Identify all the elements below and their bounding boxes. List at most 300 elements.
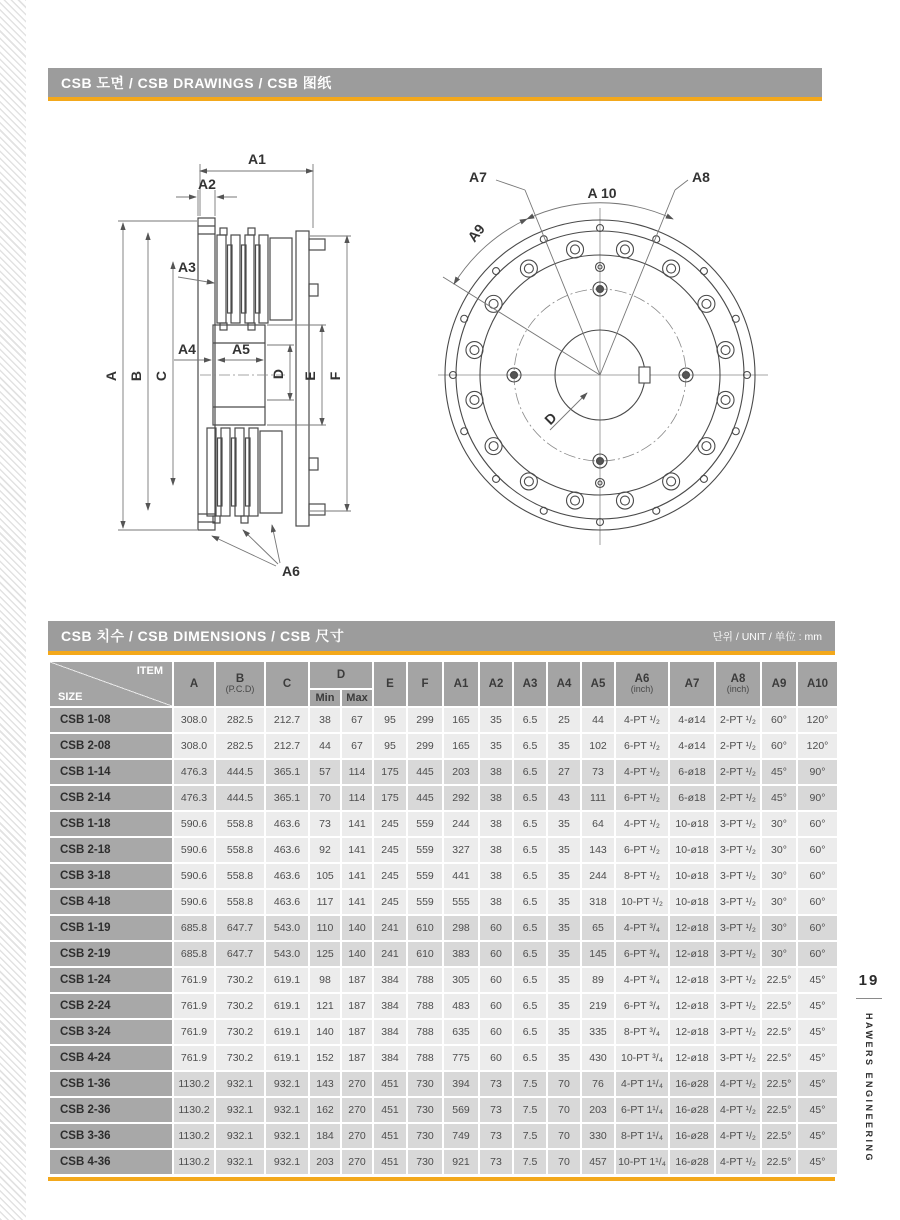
- table-cell: 60°: [798, 890, 837, 914]
- table-cell: 165: [444, 708, 478, 732]
- table-cell: 35: [548, 942, 580, 966]
- table-cell: 141: [342, 812, 372, 836]
- table-cell: 308.0: [174, 734, 214, 758]
- table-cell: 384: [374, 994, 406, 1018]
- table-cell: 932.1: [266, 1072, 308, 1096]
- table-cell: 60°: [798, 864, 837, 888]
- table-cell: 590.6: [174, 864, 214, 888]
- dim-label-f: F: [327, 371, 343, 381]
- table-row: [50, 1124, 837, 1148]
- table-cell: 6.5: [514, 786, 546, 810]
- drawings-section-bar: [48, 68, 822, 101]
- table-cell: 6.5: [514, 734, 546, 758]
- dim-label-a1: A1: [248, 151, 266, 167]
- table-cell: 203: [310, 1150, 340, 1174]
- table-cell: 114: [342, 760, 372, 784]
- row-label-csb-2-24: CSB 2-24: [50, 994, 172, 1018]
- table-cell: 590.6: [174, 812, 214, 836]
- table-cell: 35: [548, 864, 580, 888]
- table-cell: 175: [374, 786, 406, 810]
- col-header-sublabel: (inch): [630, 684, 654, 695]
- table-cell: 761.9: [174, 1020, 214, 1044]
- table-bottom-accent-rule: [48, 1177, 835, 1181]
- table-cell: 318: [582, 890, 614, 914]
- table-cell: 7.5: [514, 1098, 546, 1122]
- table-cell: 110: [310, 916, 340, 940]
- table-cell: 38: [480, 812, 512, 836]
- table-cell: 152: [310, 1046, 340, 1070]
- table-cell: 89: [582, 968, 614, 992]
- table-cell: 6-PT ¹/₂: [616, 734, 668, 758]
- table-cell: 635: [444, 1020, 478, 1044]
- table-cell: 35: [548, 838, 580, 862]
- corner-item-label: ITEM: [136, 665, 163, 677]
- table-cell: 761.9: [174, 994, 214, 1018]
- table-cell: 45°: [798, 1150, 837, 1174]
- table-cell: 10-ø18: [670, 838, 714, 862]
- table-cell: 430: [582, 1046, 614, 1070]
- table-cell: 4-PT ¹/₂: [716, 1150, 760, 1174]
- table-cell: 60: [480, 942, 512, 966]
- table-cell: 555: [444, 890, 478, 914]
- table-cell: 921: [444, 1150, 478, 1174]
- table-cell: 761.9: [174, 968, 214, 992]
- table-cell: 64: [582, 812, 614, 836]
- table-cell: 35: [548, 1046, 580, 1070]
- table-cell: 2-PT ¹/₂: [716, 708, 760, 732]
- table-cell: 8-PT 1¹/₄: [616, 1124, 668, 1148]
- table-cell: 245: [374, 838, 406, 862]
- table-cell: 8-PT ³/₄: [616, 1020, 668, 1044]
- table-cell: 476.3: [174, 786, 214, 810]
- table-cell: 647.7: [216, 942, 264, 966]
- row-label-csb-4-24: CSB 4-24: [50, 1046, 172, 1070]
- table-row: [50, 760, 837, 784]
- table-cell: 6.5: [514, 1046, 546, 1070]
- table-cell: 44: [310, 734, 340, 758]
- table-cell: 22.5°: [762, 968, 796, 992]
- table-cell: 270: [342, 1124, 372, 1148]
- table-cell: 463.6: [266, 864, 308, 888]
- table-cell: 30°: [762, 812, 796, 836]
- table-cell: 3-PT ¹/₂: [716, 942, 760, 966]
- table-cell: 120°: [798, 734, 837, 758]
- table-cell: 6.5: [514, 916, 546, 940]
- lower-disc-stack: [207, 428, 282, 523]
- row-label-csb-1-24: CSB 1-24: [50, 968, 172, 992]
- table-cell: 38: [480, 890, 512, 914]
- table-cell: 619.1: [266, 994, 308, 1018]
- table-cell: 3-PT ¹/₂: [716, 890, 760, 914]
- table-row: [50, 942, 837, 966]
- row-label-csb-1-36: CSB 1-36: [50, 1072, 172, 1096]
- table-cell: 60°: [762, 708, 796, 732]
- table-cell: 38: [310, 708, 340, 732]
- table-cell: 203: [582, 1098, 614, 1122]
- table-cell: 60: [480, 916, 512, 940]
- table-cell: 60°: [762, 734, 796, 758]
- table-cell: 305: [444, 968, 478, 992]
- table-cell: 22.5°: [762, 1124, 796, 1148]
- table-cell: 102: [582, 734, 614, 758]
- table-cell: 12-ø18: [670, 916, 714, 940]
- table-cell: 559: [408, 864, 442, 888]
- table-cell: 22.5°: [762, 1072, 796, 1096]
- table-cell: 4-PT ¹/₂: [616, 760, 668, 784]
- table-cell: 543.0: [266, 916, 308, 940]
- row-label-csb-4-18: CSB 4-18: [50, 890, 172, 914]
- table-cell: 451: [374, 1098, 406, 1122]
- table-cell: 16-ø28: [670, 1124, 714, 1148]
- table-cell: 730: [408, 1150, 442, 1174]
- col-header-f: [408, 662, 442, 706]
- table-cell: 22.5°: [762, 1098, 796, 1122]
- table-cell: 335: [582, 1020, 614, 1044]
- table-cell: 73: [480, 1072, 512, 1096]
- table-cell: 932.1: [216, 1098, 264, 1122]
- table-cell: 45°: [798, 1020, 837, 1044]
- col-header-d-max: Max: [342, 690, 372, 706]
- table-cell: 2-PT ¹/₂: [716, 786, 760, 810]
- table-cell: 70: [548, 1124, 580, 1148]
- table-cell: 2-PT ¹/₂: [716, 760, 760, 784]
- table-cell: 60°: [798, 942, 837, 966]
- dim-label-a4: A4: [178, 341, 196, 357]
- table-cell: 114: [342, 786, 372, 810]
- table-cell: 932.1: [266, 1098, 308, 1122]
- row-label-csb-4-36: CSB 4-36: [50, 1150, 172, 1174]
- table-cell: 141: [342, 864, 372, 888]
- table-cell: 60°: [798, 838, 837, 862]
- table-cell: 6.5: [514, 890, 546, 914]
- dim-label-a7: A7: [469, 169, 487, 185]
- table-cell: 30°: [762, 916, 796, 940]
- table-row: [50, 1150, 837, 1174]
- table-cell: 65: [582, 916, 614, 940]
- table-cell: 445: [408, 760, 442, 784]
- col-header-a8: [716, 662, 760, 706]
- table-cell: 44: [582, 708, 614, 732]
- table-cell: 6-PT 1¹/₄: [616, 1098, 668, 1122]
- table-cell: 685.8: [174, 916, 214, 940]
- table-cell: 457: [582, 1150, 614, 1174]
- table-cell: 45°: [798, 1072, 837, 1096]
- table-cell: 73: [582, 760, 614, 784]
- table-cell: 6.5: [514, 968, 546, 992]
- table-cell: 3-PT ¹/₂: [716, 864, 760, 888]
- table-cell: 558.8: [216, 890, 264, 914]
- col-header-label: A1: [453, 677, 469, 690]
- table-cell: 4-PT ³/₄: [616, 968, 668, 992]
- table-cell: 35: [548, 890, 580, 914]
- col-header-d-min: Min: [310, 690, 340, 706]
- table-cell: 619.1: [266, 1046, 308, 1070]
- table-cell: 73: [480, 1098, 512, 1122]
- table-cell: 365.1: [266, 786, 308, 810]
- table-cell: 590.6: [174, 890, 214, 914]
- table-cell: 141: [342, 890, 372, 914]
- table-cell: 30°: [762, 838, 796, 862]
- table-cell: 6-PT ³/₄: [616, 942, 668, 966]
- table-cell: 394: [444, 1072, 478, 1096]
- table-cell: 60: [480, 1020, 512, 1044]
- table-cell: 22.5°: [762, 1046, 796, 1070]
- col-header-a1: [444, 662, 478, 706]
- row-label-csb-3-18: CSB 3-18: [50, 864, 172, 888]
- table-cell: 590.6: [174, 838, 214, 862]
- table-cell: 330: [582, 1124, 614, 1148]
- table-cell: 6.5: [514, 994, 546, 1018]
- col-header-label: A9: [771, 677, 787, 690]
- table-cell: 38: [480, 838, 512, 862]
- table-cell: 38: [480, 760, 512, 784]
- row-label-csb-2-08: CSB 2-08: [50, 734, 172, 758]
- dim-label-d: D: [270, 368, 286, 380]
- table-cell: 451: [374, 1150, 406, 1174]
- table-cell: 70: [548, 1098, 580, 1122]
- table-cell: 60: [480, 994, 512, 1018]
- table-cell: 244: [444, 812, 478, 836]
- dim-label-e: E: [302, 371, 318, 381]
- dimensions-table: [48, 660, 839, 1176]
- table-cell: 270: [342, 1098, 372, 1122]
- left-edge-stripes: [0, 0, 26, 1220]
- table-cell: 451: [374, 1124, 406, 1148]
- table-cell: 384: [374, 1020, 406, 1044]
- rail-divider: [856, 998, 882, 999]
- table-cell: 30°: [762, 890, 796, 914]
- table-cell: 647.7: [216, 916, 264, 940]
- table-cell: 463.6: [266, 890, 308, 914]
- table-cell: 16-ø28: [670, 1150, 714, 1174]
- table-cell: 12-ø18: [670, 1046, 714, 1070]
- table-cell: 463.6: [266, 812, 308, 836]
- table-cell: 4-PT ¹/₂: [716, 1124, 760, 1148]
- table-cell: 6.5: [514, 942, 546, 966]
- table-cell: 4-PT ¹/₂: [616, 812, 668, 836]
- table-cell: 143: [582, 838, 614, 862]
- table-cell: 90°: [798, 760, 837, 784]
- table-cell: 384: [374, 968, 406, 992]
- table-cell: 730.2: [216, 1046, 264, 1070]
- col-header-b: [216, 662, 264, 706]
- table-cell: 932.1: [216, 1124, 264, 1148]
- table-cell: 16-ø28: [670, 1072, 714, 1096]
- table-cell: 932.1: [266, 1124, 308, 1148]
- table-cell: 4-PT ³/₄: [616, 916, 668, 940]
- table-cell: 6.5: [514, 812, 546, 836]
- table-cell: 932.1: [216, 1072, 264, 1096]
- table-cell: 90°: [798, 786, 837, 810]
- row-label-csb-1-19: CSB 1-19: [50, 916, 172, 940]
- table-cell: 35: [548, 994, 580, 1018]
- col-header-label: A6: [634, 672, 650, 685]
- col-header-label: A3: [522, 677, 538, 690]
- page-number: 19: [858, 972, 880, 989]
- table-cell: 7.5: [514, 1072, 546, 1096]
- table-cell: 187: [342, 1046, 372, 1070]
- table-cell: 60°: [798, 812, 837, 836]
- col-header-sublabel: (inch): [726, 684, 750, 695]
- table-cell: 12-ø18: [670, 968, 714, 992]
- table-cell: 730: [408, 1072, 442, 1096]
- table-cell: 143: [310, 1072, 340, 1096]
- table-cell: 4-PT ¹/₂: [616, 708, 668, 732]
- table-row: [50, 890, 837, 914]
- table-cell: 610: [408, 916, 442, 940]
- table-cell: 10-PT ³/₄: [616, 1046, 668, 1070]
- row-label-csb-3-24: CSB 3-24: [50, 1020, 172, 1044]
- table-row: [50, 968, 837, 992]
- table-cell: 270: [342, 1072, 372, 1096]
- table-cell: 95: [374, 734, 406, 758]
- table-cell: 241: [374, 916, 406, 940]
- table-cell: 35: [480, 708, 512, 732]
- table-cell: 6.5: [514, 838, 546, 862]
- table-cell: 10-PT ¹/₂: [616, 890, 668, 914]
- drawings-section-title: CSB 도면 / CSB DRAWINGS / CSB 图纸: [61, 74, 332, 91]
- table-cell: 105: [310, 864, 340, 888]
- table-row: [50, 786, 837, 810]
- table-cell: 4-ø14: [670, 734, 714, 758]
- table-cell: 1130.2: [174, 1098, 214, 1122]
- table-cell: 45°: [762, 760, 796, 784]
- table-cell: 559: [408, 812, 442, 836]
- table-cell: 619.1: [266, 1020, 308, 1044]
- table-cell: 12-ø18: [670, 942, 714, 966]
- dim-label-a3: A3: [178, 259, 196, 275]
- row-label-csb-2-18: CSB 2-18: [50, 838, 172, 862]
- front-dimension-lines: [443, 180, 688, 430]
- table-cell: 270: [342, 1150, 372, 1174]
- table-cell: 60°: [798, 916, 837, 940]
- table-cell: 282.5: [216, 708, 264, 732]
- dimensions-table-wrap: [48, 660, 835, 1181]
- upper-disc-stack: [217, 228, 292, 330]
- table-cell: 4-PT ¹/₂: [716, 1072, 760, 1096]
- table-cell: 244: [582, 864, 614, 888]
- table-cell: 10-ø18: [670, 812, 714, 836]
- table-cell: 30°: [762, 864, 796, 888]
- table-cell: 558.8: [216, 864, 264, 888]
- table-cell: 558.8: [216, 812, 264, 836]
- table-cell: 730.2: [216, 968, 264, 992]
- table-cell: 16-ø28: [670, 1098, 714, 1122]
- table-cell: 140: [310, 1020, 340, 1044]
- table-row: [50, 1020, 837, 1044]
- col-header-a6: [616, 662, 668, 706]
- table-cell: 27: [548, 760, 580, 784]
- table-cell: 558.8: [216, 838, 264, 862]
- table-cell: 788: [408, 994, 442, 1018]
- dim-label-a: A: [103, 370, 119, 382]
- table-cell: 384: [374, 1046, 406, 1070]
- table-cell: 299: [408, 734, 442, 758]
- table-cell: 184: [310, 1124, 340, 1148]
- table-cell: 6-PT ³/₄: [616, 994, 668, 1018]
- table-cell: 730.2: [216, 1020, 264, 1044]
- dim-label-b: B: [128, 370, 144, 382]
- table-row: [50, 994, 837, 1018]
- dim-label-a8: A8: [692, 169, 710, 185]
- table-cell: 212.7: [266, 708, 308, 732]
- dim-label-a6: A6: [282, 563, 300, 579]
- col-header-a9: [762, 662, 796, 706]
- table-cell: 45°: [798, 994, 837, 1018]
- table-cell: 45°: [762, 786, 796, 810]
- table-cell: 451: [374, 1072, 406, 1096]
- table-cell: 730: [408, 1098, 442, 1122]
- table-cell: 35: [548, 812, 580, 836]
- table-cell: 45°: [798, 1098, 837, 1122]
- table-cell: 187: [342, 968, 372, 992]
- col-header-label: B: [235, 672, 245, 685]
- table-cell: 70: [310, 786, 340, 810]
- table-cell: 619.1: [266, 968, 308, 992]
- table-cell: 483: [444, 994, 478, 1018]
- corner-size-label: SIZE: [58, 690, 83, 703]
- table-cell: 140: [342, 916, 372, 940]
- table-cell: 35: [548, 968, 580, 992]
- front-view-drawing: [430, 150, 850, 570]
- table-cell: 3-PT ¹/₂: [716, 968, 760, 992]
- table-cell: 245: [374, 864, 406, 888]
- table-cell: 6-PT ¹/₂: [616, 786, 668, 810]
- col-header-label: A7: [684, 677, 700, 690]
- table-cell: 543.0: [266, 942, 308, 966]
- col-header-d: [310, 662, 372, 688]
- table-cell: 685.8: [174, 942, 214, 966]
- table-cell: 73: [480, 1150, 512, 1174]
- dimensions-section-title: CSB 치수 / CSB DIMENSIONS / CSB 尺寸: [61, 628, 345, 644]
- table-cell: 730: [408, 1124, 442, 1148]
- table-cell: 70: [548, 1150, 580, 1174]
- table-cell: 559: [408, 890, 442, 914]
- col-header-label: A2: [488, 677, 504, 690]
- table-cell: 60: [480, 968, 512, 992]
- table-cell: 761.9: [174, 1046, 214, 1070]
- table-cell: 775: [444, 1046, 478, 1070]
- table-cell: 4-PT ¹/₂: [716, 1098, 760, 1122]
- dim-label-a10: A 10: [587, 185, 617, 201]
- dimensions-section-bar: [48, 621, 835, 655]
- col-header-a10: [798, 662, 837, 706]
- table-cell: 3-PT ¹/₂: [716, 838, 760, 862]
- table-cell: 73: [480, 1124, 512, 1148]
- table-cell: 187: [342, 1020, 372, 1044]
- table-cell: 165: [444, 734, 478, 758]
- col-header-label: A5: [590, 677, 606, 690]
- table-cell: 245: [374, 812, 406, 836]
- row-label-csb-1-14: CSB 1-14: [50, 760, 172, 784]
- table-cell: 383: [444, 942, 478, 966]
- table-cell: 117: [310, 890, 340, 914]
- col-header-a3: [514, 662, 546, 706]
- row-label-csb-1-08: CSB 1-08: [50, 708, 172, 732]
- table-cell: 95: [374, 708, 406, 732]
- col-header-a7: [670, 662, 714, 706]
- table-cell: 22.5°: [762, 1020, 796, 1044]
- table-cell: 6.5: [514, 708, 546, 732]
- table-cell: 610: [408, 942, 442, 966]
- table-cell: 299: [408, 708, 442, 732]
- table-cell: 140: [342, 942, 372, 966]
- table-cell: 444.5: [216, 786, 264, 810]
- table-cell: 121: [310, 994, 340, 1018]
- table-cell: 788: [408, 968, 442, 992]
- table-cell: 120°: [798, 708, 837, 732]
- brand-vertical-text: HAWERS ENGINEERING: [864, 1013, 874, 1164]
